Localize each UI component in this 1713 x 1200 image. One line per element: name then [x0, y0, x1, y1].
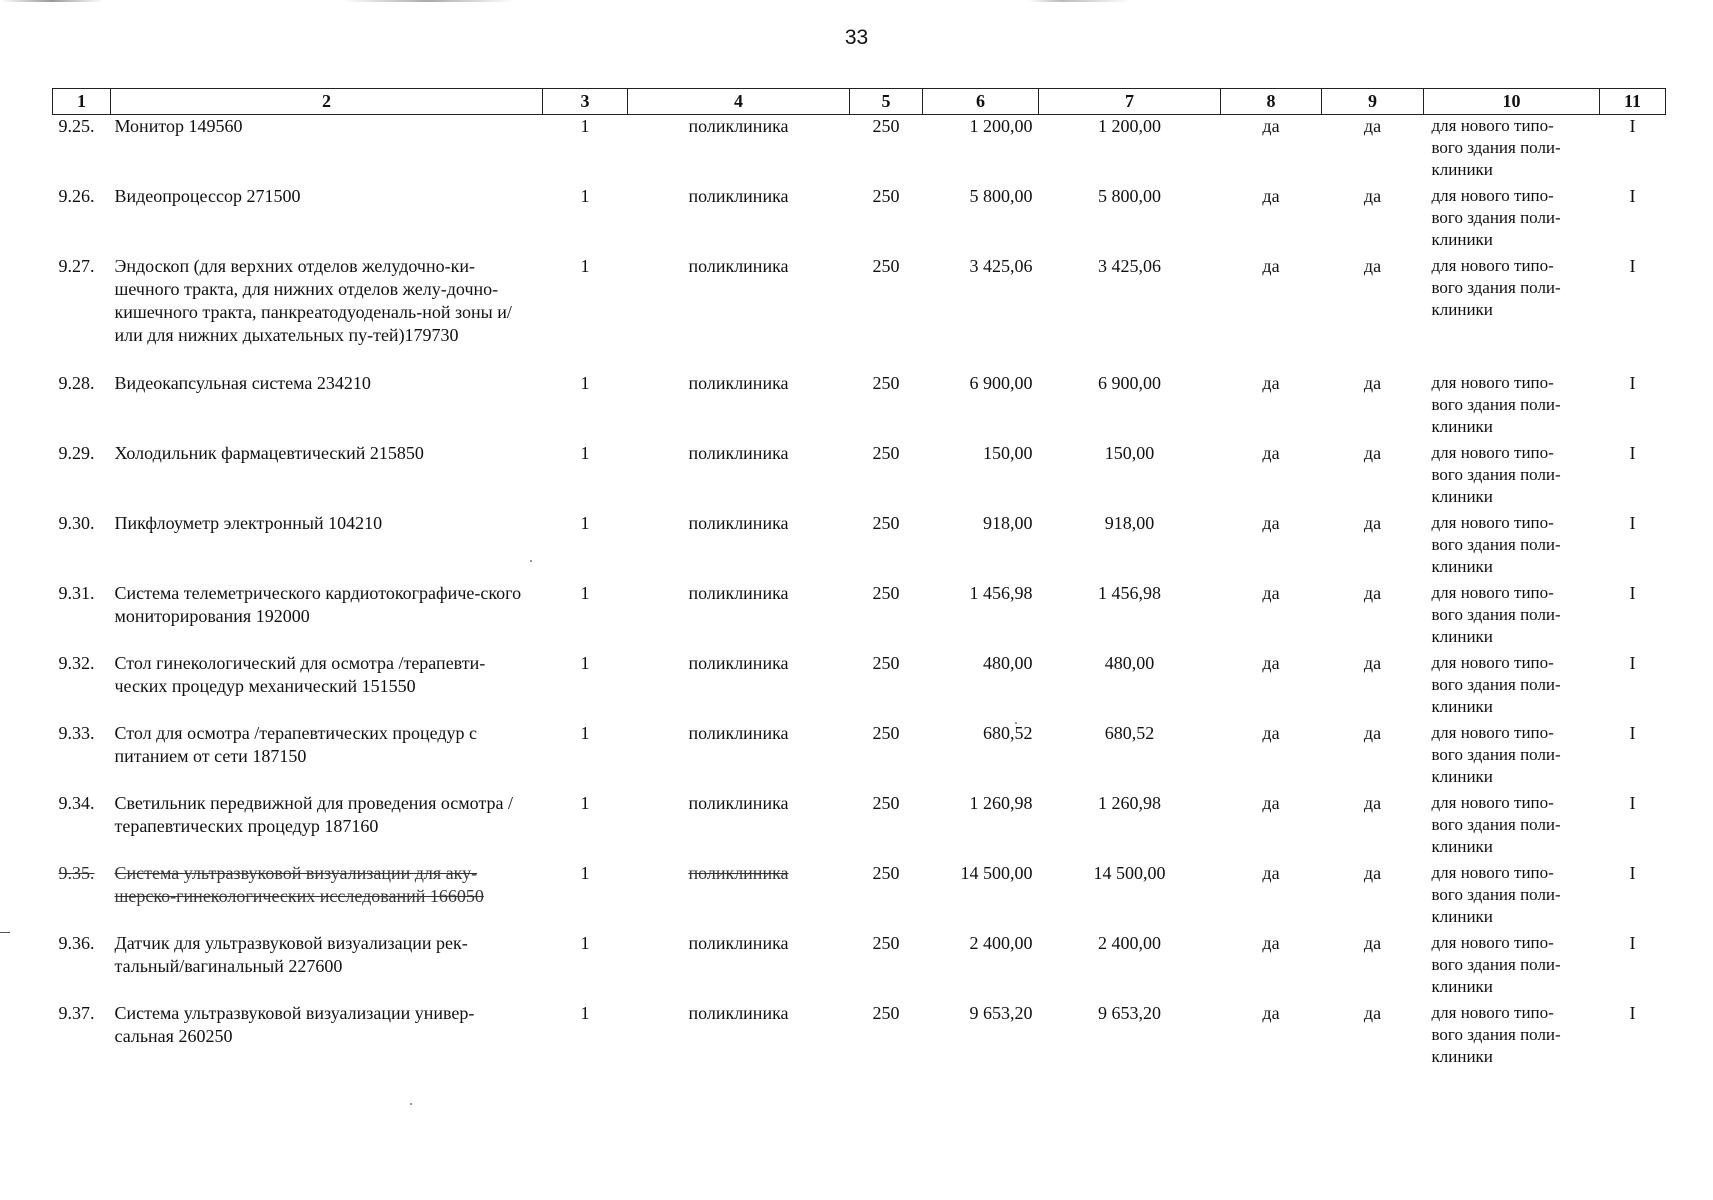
column-7-value: 14 500,00 [1093, 862, 1166, 883]
item-quantity: 1 [580, 582, 590, 603]
item-note [1424, 512, 1600, 582]
item-location: поликлиника [688, 512, 789, 533]
note-line: для нового типо- [1431, 652, 1554, 672]
note-line: вого здания поли- [1431, 138, 1561, 157]
table-row [53, 582, 1666, 652]
column-7-value: 5 800,00 [1098, 185, 1161, 206]
column-11-value: I [1629, 1002, 1636, 1023]
table-row [53, 255, 1666, 372]
row-number: 9.28. [58, 372, 95, 393]
item-note [1424, 652, 1600, 722]
column-7-value: 1 200,00 [1098, 116, 1161, 136]
note-line: для нового типо- [1431, 255, 1554, 275]
item-location: поликлиника [688, 255, 789, 276]
note-line: вого здания поли- [1431, 1024, 1561, 1044]
note-line: вого здания поли- [1431, 207, 1561, 227]
column-11-value: I [1629, 372, 1636, 393]
note-line: клиники [1431, 626, 1493, 646]
item-note [1424, 372, 1600, 442]
column-11-value: I [1629, 582, 1636, 603]
item-name: Монитор 149560 [114, 116, 243, 136]
column-9-value: да [1363, 116, 1382, 136]
table-row [53, 442, 1666, 512]
column-5-value: 250 [872, 722, 900, 743]
column-5-value: 250 [872, 1002, 900, 1023]
column-5-value: 250 [872, 116, 900, 136]
item-quantity: 1 [580, 255, 590, 276]
column-9-value: да [1363, 862, 1382, 883]
column-11-value: I [1629, 722, 1636, 743]
column-6-value: 6 900,00 [969, 372, 1033, 393]
note-line: клиники [1431, 486, 1493, 506]
item-quantity: 1 [580, 932, 590, 953]
item-quantity: 1 [580, 792, 590, 813]
column-6-value: 1 260,98 [969, 792, 1033, 813]
note-line: вого здания поли- [1431, 954, 1561, 974]
column-8-value: да [1262, 792, 1280, 813]
item-quantity: 1 [580, 185, 590, 206]
column-header-9: 9 [1322, 89, 1424, 115]
column-9-value: да [1363, 255, 1382, 276]
column-8-value: да [1262, 255, 1280, 276]
item-name: Светильник передвижной для проведения осмотра /терапевтических процедур 187160 [114, 792, 514, 836]
column-6-value: 9 653,20 [969, 1002, 1033, 1023]
column-header-8: 8 [1221, 89, 1322, 115]
column-header-5: 5 [850, 89, 923, 115]
column-6-value: 2 400,00 [969, 932, 1033, 953]
column-6-value: 5 800,00 [969, 185, 1033, 206]
column-9-value: да [1363, 792, 1382, 813]
note-line: для нового типо- [1431, 1002, 1554, 1022]
item-name: Датчик для ультразвуковой визуализации рек-тальный/вагинальный 227600 [114, 932, 468, 976]
column-5-value: 250 [872, 652, 900, 673]
item-quantity: 1 [580, 116, 590, 136]
note-line: вого здания поли- [1431, 814, 1561, 834]
page-number: 33 [844, 26, 869, 49]
item-location: поликлиника [688, 1002, 789, 1023]
note-line: для нового типо- [1431, 116, 1554, 135]
item-location: поликлиника [688, 862, 789, 883]
note-line: вого здания поли- [1431, 674, 1561, 694]
item-location: поликлиника [688, 185, 789, 206]
item-note [1424, 255, 1600, 372]
item-name: Система телеметрического кардиотокографиче-ского мониторирования 192000 [114, 582, 522, 626]
item-name: Стол для осмотра /терапевтических процедур с питанием от сети 187150 [114, 722, 478, 766]
row-number: 9.30. [58, 512, 95, 533]
column-6-value: 918,00 [983, 512, 1033, 533]
note-line: клиники [1431, 836, 1493, 856]
column-6-value: 1 200,00 [969, 116, 1033, 136]
column-7-value: 3 425,06 [1098, 255, 1161, 276]
row-number: 9.32. [58, 652, 95, 673]
note-line: для нового типо- [1431, 792, 1554, 812]
item-name: Система ультразвуковой визуализации для аку-шерско-гинекологических исследований 166050 [114, 862, 484, 906]
column-9-value: да [1363, 512, 1382, 533]
table-row [53, 792, 1666, 862]
column-8-value: да [1262, 862, 1280, 883]
note-line: вого здания поли- [1431, 744, 1561, 764]
note-line: для нового типо- [1431, 722, 1554, 742]
column-5-value: 250 [872, 255, 900, 276]
note-line: вого здания поли- [1431, 277, 1561, 297]
row-number: 9.25. [58, 116, 95, 136]
row-number: 9.26. [58, 185, 95, 206]
equipment-table [52, 88, 1666, 1072]
scan-top-edge [0, 0, 1713, 2]
note-line: клиники [1431, 1046, 1493, 1066]
item-name: Эндоскоп (для верхних отделов желудочно-ки-шечного тракта, для нижних отделов желу-дочно-кишечного тракта, панкреатодуоденаль-ной зоны и/или для нижних дыхательных пу-тей)179730 [114, 255, 512, 345]
column-9-value: да [1363, 185, 1382, 206]
column-8-value: да [1262, 116, 1280, 136]
column-header-1: 1 [53, 89, 111, 115]
column-8-value: да [1262, 582, 1280, 603]
item-quantity: 1 [580, 862, 590, 883]
column-11-value: I [1629, 932, 1636, 953]
table-row [53, 652, 1666, 722]
item-location: поликлиника [688, 442, 789, 463]
table-row [53, 372, 1666, 442]
column-6-value: 1 456,98 [969, 582, 1033, 603]
column-5-value: 250 [872, 512, 900, 533]
table-row [53, 185, 1666, 255]
item-name: Система ультразвуковой визуализации универ-сальная 260250 [114, 1002, 475, 1046]
column-7-value: 918,00 [1104, 512, 1155, 533]
column-8-value: да [1262, 512, 1280, 533]
item-name: Пикфлоуметр электронный 104210 [114, 512, 383, 533]
column-11-value: I [1629, 255, 1636, 276]
row-number: 9.36. [58, 932, 95, 953]
table-row [53, 722, 1666, 792]
item-location: поликлиника [688, 722, 789, 743]
row-number: 9.35. [58, 862, 95, 883]
column-11-value: I [1629, 116, 1636, 136]
column-6-value: 14 500,00 [960, 862, 1033, 883]
item-quantity: 1 [580, 652, 590, 673]
item-location: поликлиника [688, 582, 789, 603]
column-7-value: 480,00 [1104, 652, 1155, 673]
column-8-value: да [1262, 932, 1280, 953]
column-11-value: I [1629, 512, 1636, 533]
column-header-3: 3 [543, 89, 628, 115]
row-number: 9.37. [58, 1002, 95, 1023]
column-9-value: да [1363, 652, 1382, 673]
column-7-value: 6 900,00 [1098, 372, 1161, 393]
column-9-value: да [1363, 582, 1382, 603]
note-line: вого здания поли- [1431, 884, 1561, 904]
column-8-value: да [1262, 185, 1280, 206]
item-location: поликлиника [688, 792, 789, 813]
column-6-value: 150,00 [983, 442, 1033, 463]
item-note [1424, 1002, 1600, 1072]
item-note [1424, 862, 1600, 932]
item-note [1424, 932, 1600, 1002]
row-number: 9.33. [58, 722, 95, 743]
column-7-value: 1 260,98 [1098, 792, 1161, 813]
column-header-11: 11 [1600, 89, 1666, 115]
item-quantity: 1 [580, 372, 590, 393]
column-5-value: 250 [872, 442, 900, 463]
column-header-2: 2 [111, 89, 543, 115]
column-8-value: да [1262, 442, 1280, 463]
item-note [1424, 722, 1600, 792]
column-6-value: 680,52 [983, 722, 1033, 743]
column-5-value: 250 [872, 792, 900, 813]
table-row [53, 512, 1666, 582]
table-body [53, 115, 1666, 1072]
item-quantity: 1 [580, 512, 590, 533]
item-name: Видеопроцессор 271500 [114, 185, 301, 206]
row-number: 9.34. [58, 792, 95, 813]
item-location: поликлиника [688, 116, 789, 136]
note-line: клиники [1431, 299, 1493, 319]
note-line: клиники [1431, 229, 1493, 249]
column-header-7: 7 [1039, 89, 1221, 115]
note-line: клиники [1431, 696, 1493, 716]
item-location: поликлиника [688, 372, 789, 393]
table-row [53, 932, 1666, 1002]
item-note [1424, 442, 1600, 512]
item-quantity: 1 [580, 1002, 590, 1023]
column-5-value: 250 [872, 582, 900, 603]
note-line: клиники [1431, 160, 1493, 179]
column-5-value: 250 [872, 862, 900, 883]
note-line: клиники [1431, 906, 1493, 926]
note-line: клиники [1431, 556, 1493, 576]
note-line: вого здания поли- [1431, 394, 1561, 414]
column-9-value: да [1363, 722, 1382, 743]
column-9-value: да [1363, 442, 1382, 463]
item-note [1424, 185, 1600, 255]
column-9-value: да [1363, 932, 1382, 953]
column-11-value: I [1629, 185, 1636, 206]
note-line: вого здания поли- [1431, 604, 1561, 624]
column-7-value: 150,00 [1104, 442, 1155, 463]
column-header-6: 6 [923, 89, 1039, 115]
table-row [53, 862, 1666, 932]
column-7-value: 9 653,20 [1098, 1002, 1161, 1023]
item-quantity: 1 [580, 722, 590, 743]
column-11-value: I [1629, 442, 1636, 463]
column-8-value: да [1262, 652, 1280, 673]
scan-speck [410, 1103, 412, 1105]
note-line: для нового типо- [1431, 862, 1554, 882]
column-9-value: да [1363, 1002, 1382, 1023]
item-name: Видеокапсульная система 234210 [114, 372, 371, 393]
column-5-value: 250 [872, 372, 900, 393]
table-row [53, 1002, 1666, 1072]
row-number: 9.31. [58, 582, 95, 603]
item-quantity: 1 [580, 442, 590, 463]
item-note [1424, 792, 1600, 862]
column-8-value: да [1262, 722, 1280, 743]
note-line: для нового типо- [1431, 512, 1554, 532]
table-row [53, 115, 1666, 185]
note-line: клиники [1431, 976, 1493, 996]
column-11-value: I [1629, 792, 1636, 813]
note-line: для нового типо- [1431, 185, 1554, 205]
item-location: поликлиника [688, 652, 789, 673]
column-7-value: 1 456,98 [1098, 582, 1161, 603]
note-line: для нового типо- [1431, 372, 1554, 392]
note-line: вого здания поли- [1431, 534, 1561, 554]
item-name: Стол гинекологический для осмотра /терапевти-ческих процедур механический 151550 [114, 652, 486, 696]
column-7-value: 680,52 [1104, 722, 1155, 743]
margin-mark [0, 932, 10, 933]
column-header-4: 4 [628, 89, 850, 115]
table-header [53, 89, 1666, 115]
item-location: поликлиника [688, 932, 789, 953]
row-number: 9.27. [58, 255, 95, 276]
note-line: для нового типо- [1431, 582, 1554, 602]
column-header-10: 10 [1424, 89, 1600, 115]
column-8-value: да [1262, 372, 1280, 393]
note-line: клиники [1431, 416, 1493, 436]
column-5-value: 250 [872, 932, 900, 953]
column-6-value: 480,00 [983, 652, 1033, 673]
item-note [1424, 582, 1600, 652]
column-6-value: 3 425,06 [969, 255, 1033, 276]
column-7-value: 2 400,00 [1098, 932, 1161, 953]
note-line: вого здания поли- [1431, 464, 1561, 484]
column-11-value: I [1629, 862, 1636, 883]
row-number: 9.29. [58, 442, 95, 463]
note-line: клиники [1431, 766, 1493, 786]
note-line: для нового типо- [1431, 932, 1554, 952]
column-5-value: 250 [872, 185, 900, 206]
column-11-value: I [1629, 652, 1636, 673]
column-8-value: да [1262, 1002, 1280, 1023]
item-name: Холодильник фармацевтический 215850 [114, 442, 424, 463]
item-note [1424, 115, 1600, 185]
header-row [53, 89, 1666, 115]
note-line: для нового типо- [1431, 442, 1554, 462]
column-9-value: да [1363, 372, 1382, 393]
